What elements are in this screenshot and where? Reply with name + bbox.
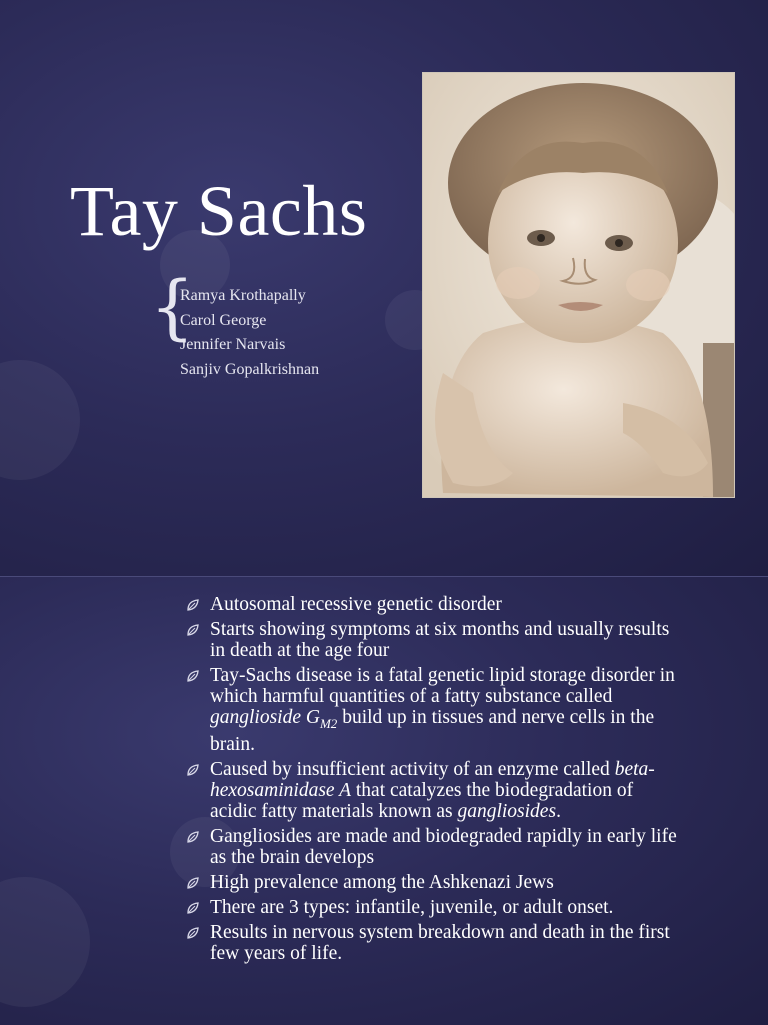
leaf-bullet-icon [186,669,200,683]
bullet-text: Caused by insufficient activity of an enzyme called [210,758,615,780]
bullet-text: Tay-Sachs disease is a fatal genetic lipid storage disorder in which harmful quantities of a fatty substance called [210,665,675,707]
list-item [184,594,684,615]
list-item [184,826,684,868]
leaf-bullet-icon [186,623,200,637]
bullet-text-italic: ganglioside G [210,707,320,728]
subscript: M2 [319,715,338,731]
bullet-text: Gangliosides are made and biodegraded rapidly in early life as the brain develops [210,825,677,868]
leaf-bullet-icon [186,763,200,777]
bullet-text-italic: gangliosides [457,800,557,822]
bullet-text: . [556,800,561,822]
bullet-text: that catalyzes the biodegradation of acidic fatty materials known as [210,779,634,822]
bullet-list [184,594,684,968]
leaf-bullet-icon [186,598,200,612]
author-name: Jennifer Narvais [180,336,286,353]
leaf-bullet-icon [186,901,200,915]
bullet-text: There are 3 types: infantile, juvenile, or adult onset. [210,896,614,918]
brace-decoration: { [150,266,195,348]
author-name: Sanjiv Gopalkrishnan [180,360,320,378]
baby-photo [422,72,735,498]
bullet-text: build up in tissues and nerve cells in the brain. [210,707,655,755]
bullet-text-italic: beta-hexosaminidase A [210,758,655,801]
list-item [184,922,684,964]
author-list [180,284,319,382]
bullet-text: Results in nervous system breakdown and death in the first few years of life. [210,921,670,964]
list-item [184,619,684,661]
decorative-bubble [0,360,80,480]
leaf-bullet-icon [186,926,200,940]
list-item [184,665,684,755]
leaf-bullet-icon [186,876,200,890]
author-name: Carol George [180,311,267,329]
bullet-text: High prevalence among the Ashkenazi Jews [210,871,554,893]
bullet-text: Starts showing symptoms at six months and usually results in death at the age four [210,619,670,661]
leaf-bullet-icon [186,830,200,844]
list-item [184,897,684,918]
list-item [184,872,684,893]
list-item [184,759,684,822]
decorative-bubble [0,877,90,1007]
bullet-text: Autosomal recessive genetic disorder [210,594,502,615]
author-name: Ramya Krothapally [180,287,306,304]
slide-title: Tay Sachs [70,171,368,251]
